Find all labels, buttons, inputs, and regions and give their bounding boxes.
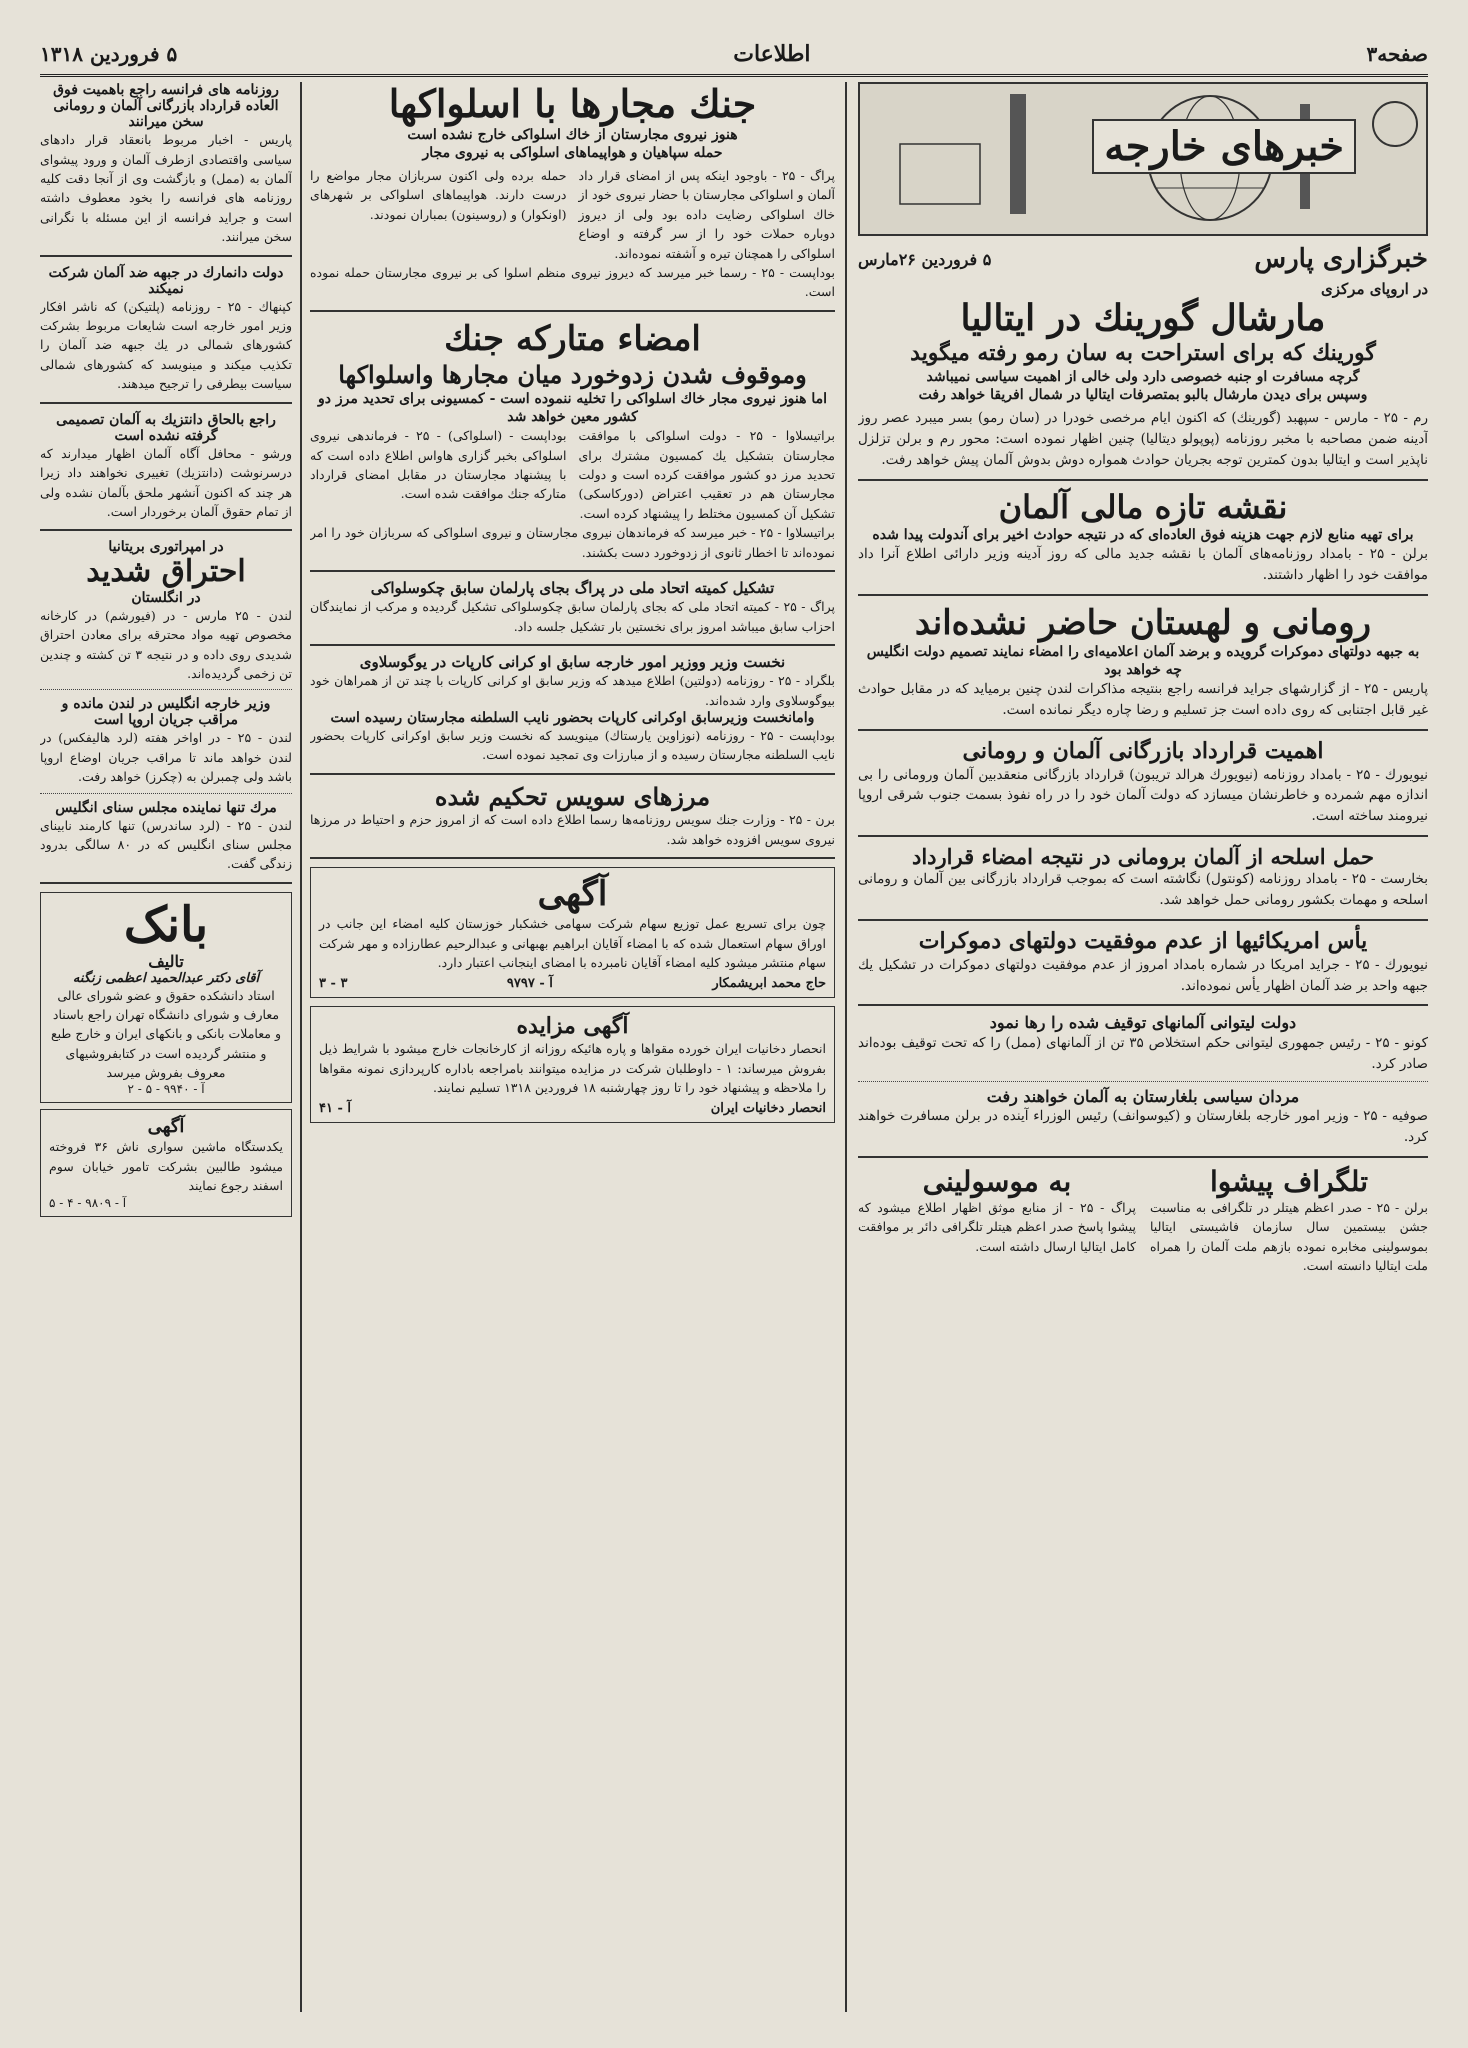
yugoslavia-body: بلگراد - ۲۵ - روزنامه (دولتین) اطلاع میدهد که وزیر سابق او کرانی کارپات با چند تن از همراهان خود بیوگوسلاوی وارد شده‌اند. [310, 673, 835, 708]
war-body: پراگ - ۲۵ - باوجود اینکه پس از امضای قرار داد آلمان و اسلواکی مجارستان با حضار نیروی خود از خاك اسلواکی رضایت داده بود ولی از دیروز دوباره حملات خود را از سر گرفته و اوضاع اسلواکی را همچنان تیره و آشفته نموده‌اند. [578, 168, 835, 261]
divider [858, 729, 1428, 731]
bank-word: بانک [123, 896, 209, 953]
trade-body: نیویورك - ۲۵ - بامداد روزنامه (نیویورك هرالد تریبون) قرارداد بازرگانی منعقدبین آلمان ورومانی را بی اندازه مهم شمرده و خاطرنشان میسازد که دولت آلمان خود را در راه نفوذ بسمت جنوب شرقی اروپا نیرومند ساخته است. [858, 766, 1428, 825]
us-headline: یأس امریکائیها از عدم موفقیت دولتهای دموکرات [918, 928, 1368, 955]
bulgaria-headline: مردان سیاسی بلغارستان به آلمان خواهند رفت [986, 1086, 1300, 1106]
notice-signature: حاج محمد ابریشمکار [712, 976, 826, 992]
ukraine-body: بوداپست - ۲۵ - روزنامه (نوزاوین یارستاك) مینویسد که نخست وزیر سابق اوکرانی کارپات بحضور نایب السلطنه مجارستان رسیده و از مبارزات وی تمجید نموده است. [310, 728, 835, 763]
divider [310, 773, 835, 775]
cable-body: برلن - ۲۵ - صدر اعظم هیتلر در تلگرافی به مناسبت جشن بیستمین سال سازمان فاشیستی ایتالیا بموسولینی مخابره نموده بازهم ملت آلمان را همراه ملت ایتالیا دانسته است. [1150, 1200, 1428, 1274]
death-body: لندن - ۲۵ - (لرد ساندرس) تنها کارمند نابینای مجلس سنای انگلیس که در ۸۰ سالگی بدرود زندگی گفت. [40, 817, 292, 872]
armistice-subhead-2: اما هنوز نیروی مجار خاك اسلواکی را تخلیه ننموده است - کمسیونی برای تحدید مرز دو کشور معین خواهد شد [317, 390, 828, 426]
divider [858, 1081, 1428, 1082]
bank-code: آ - ۹۹۴۰ - ۵ - ۲ [127, 1082, 205, 1097]
war-subhead-1: هنوز نیروی مجارستان از خاك اسلواکی خارج نشده است [407, 126, 738, 143]
romania-body: پاریس - ۲۵ - از گزارشهای جراید فرانسه راجع بنتیجه مذاکرات لندن چنین برمیاید که در مقابل حوادث غیر قابل اجتنابی که روی داده است جز تسلیم و رضا چاره دیگر نمانده است. [858, 681, 1428, 719]
divider [40, 529, 292, 531]
notice-body: چون برای تسریع عمل توزیع سهام شرکت سهامی خشکبار خوزستان کلیه امضاء این جانب در اوراق سهام استعمال شده که با امضاء آقایان ابراهیم بهبهانی و عبدالرحیم عطارزاده و مهر شرکت سهام منتشر میشود کلیه امضاء آقایان نامبرده با امضای اینجانب اعتبار دارد. [319, 916, 826, 970]
bank-author: آقای دکتر عبدالحمید اعظمی زنگنه [72, 970, 260, 986]
ukraine-headline: وامانخست وزیرسابق اوکرانی کارپات بحضور نایب السلطنه مجارستان رسیده است [330, 709, 815, 726]
car-ad-title: آگهی [147, 1116, 185, 1138]
divider [858, 479, 1428, 481]
fire-body: لندن - ۲۵ مارس - در (فیورشم) در کارخانه مخصوص تهیه مواد محترقه برای معادن احتراق شدیدی روی داده و در نتیجه ۳ تن کشته و چندین تن زخمی گردیده‌اند. [40, 607, 292, 681]
armistice-body: براتیسلاوا - ۲۵ - دولت اسلواکی با موافقت مجارستان بتشکیل یك کمسیون مشترك برای تحدید مرز دو کشور موافقت کرده است و دولت مجارستان هم در تعقیب اعتراض (دورکاسکی) تشکیل آن کمسیون مختلط را پیشنهاد کرده است. [578, 428, 835, 521]
agency-date: ۵ فروردین ۲۶مارس [858, 249, 992, 269]
budapest-dispatch: بوداپست - ۲۵ - رسما خبر میرسد که دیروز نیروی منظم اسلوا کی بر نیروی مجارستان حمله نموده است. [310, 264, 835, 300]
danzig-body: ورشو - محافل آگاه آلمان اظهار میدارند که درسرنوشت (دانتزیك) تغییری نخواهند داد زیرا هر چند که اکنون آنشهر ملحق بآلمان نشده ولی از تمام حقوق آلمان برخوردار است. [40, 445, 292, 519]
banner-title: خبرهای خارجه [1092, 119, 1356, 174]
death-headline: مرك تنها نماینده مجلس سنای انگلیس [55, 799, 277, 816]
british-empire-label: در امپراتوری بریتانیا [108, 539, 224, 556]
auction-body: انحصار دخانیات ایران خورده مقواها و پاره هائیکه روزانه از کارخانجات خارج میشود با شرایط ذیل بفروش میرساند: ۱ - داوطلبان شرکت در مزایده میتوانند بامراجعه باداره کارپردازی نمونه مقواها را ملاحظه و پیشنهاد خود را تا روز چهارشنبه ۱۸ فروردین ۱۳۱۸ تسلیم نمایند. [319, 1041, 827, 1096]
bank-description: استاد دانشکده حقوق و عضو شورای عالی معارف و شورای دانشگاه تهران راجع باسناد و معاملات بانکی و بانکهای ایران و خارج طبع و منتشر گردیده است در کتابفروشیهای معروف بفروش میرسد [51, 987, 281, 1081]
bank-book-ad [40, 892, 292, 1104]
swiss-body: برن - ۲۵ - وزارت جنك سویس روزنامه‌ها رسما اطلاع داده است که از امروز حزم و احتیاط در مرزها نیروی سویس افزوده خواهد شد. [310, 812, 835, 847]
car-ad-code: آ - ۹۸۰۹ - ۴ - ۵ [49, 1195, 127, 1210]
divider [40, 793, 292, 794]
divider [858, 919, 1428, 921]
divider [858, 1004, 1428, 1006]
bank-author-label: تالیف [148, 951, 184, 971]
left-column [40, 82, 292, 2032]
auction-notice [310, 1006, 835, 1123]
denmark-headline: دولت دانمارك در جبهه ضد آلمان شرکت نمیکند [48, 264, 284, 297]
page-date: ۵ فروردین ۱۳۱۸ [40, 42, 178, 66]
shares-notice [310, 867, 835, 998]
divider [310, 310, 835, 312]
notice-code-2: ۳ - ۳ [319, 976, 348, 992]
armistice-headline: امضاء متارکه جنك [444, 318, 701, 359]
divider [310, 570, 835, 572]
mussolini-headline: به موسولینی [922, 1164, 1072, 1198]
armistice-body-3: براتیسلاوا - ۲۵ - خبر میرسد که فرماندهان نیروی مجارستان و نیروی اسلواکی که سربازان خود را امر نموده‌اند تا اخطار ثانوی از زدوخورد دست بکشند. [310, 525, 835, 560]
goering-body: رم - ۲۵ - مارس - سپهبد (گورینك) كه اکنون ایام مرخصی خودرا در (سان رمو) بسر میبرد عصر روز آدینه ضمن مصاحبه با مخبر روزنامه (پوپولو دیتالیا) چنین اظهار نموده است: محور رم و برلن تزلزل ناپذیر است و ایتالیا بدون کمترین توجه بجریان حوادث همواره دوش بدوش آلمان پیش خواهد رفت. [858, 410, 1428, 469]
finance-subhead: برای تهیه منابع لازم جهت هزینه فوق العاده‌ای كه در نتیجه حوادث اخیر برای آندولت پیدا شده [872, 526, 1414, 543]
arms-body: بخارست - ۲۵ - بامداد روزنامه (کونتول) نگاشته است که بموجب قرارداد بازرگانی بین آلمان و رومانی اسلحه و مهمات بکشور رومانی حمل خواهد شد. [858, 871, 1428, 909]
divider [858, 594, 1428, 596]
column-rule-left [300, 82, 302, 2012]
war-body-2: حمله برده ولی اکنون سربازان مجار مواضع را درست دارند. هواپیماهای اسلواکی بر شهرهای (اونکوار) و (روسینون) بمباران نمودند. [310, 168, 567, 222]
divider [40, 255, 292, 257]
finance-headline: نقشه تازه مالی آلمان [998, 488, 1288, 527]
yugoslavia-headline: نخست وزیر ووزیر امور خارجه سابق او کرانی کارپات در یوگوسلاوی [359, 652, 786, 671]
france-body: پاریس - اخبار مربوط بانعقاد قرار دادهای سیاسی واقتصادی ازطرف آلمان و ورود پیشوای آلمان به (ممل) و بازگشت وی از آنجا دقت کلیه روزنامه های فرانسه را بخود معطوف داشته است و جراید فرانسه از این مسئله با نگرانی سخن میرانند. [40, 132, 292, 245]
car-ad-body: یکدستگاه ماشین سواری ناش ۳۶ فروخته میشود طالبین بشرکت تامور خیابان سوم اسفند رجوع نمایند [49, 1139, 283, 1194]
fire-headline: احتراق شدید [86, 554, 246, 590]
minister-body: لندن - ۲۵ - در اواخر هفته (لرد هالیفکس) در لندن خواهد ماند تا مراقب جریان اوضاع اروپا باشد ولی چمبرلن به (چکرز) خواهد رفت. [40, 730, 292, 785]
war-subhead-2: حمله سپاهیان و هواپیماهای اسلواکی به نیروی مجار [422, 144, 723, 161]
agency-name: خبرگزاری پارس [1254, 244, 1428, 274]
armistice-body-2: بوداپست - (اسلواکی) - ۲۵ - فرماندهی نیروی اسلواکی بخبر گزاری هاواس اطلاع داده است که با پیشنهاد مجارستان در مقابل امضای قرارداد متارکه جنك موافقت شده است. [310, 428, 567, 502]
czech-headline: تشکیل کمیته اتحاد ملی در پراگ بجای پارلمان سابق چکوسلواکی [370, 578, 775, 597]
auction-signature: انحصار دخانیات ایران [710, 1101, 826, 1117]
divider [40, 689, 292, 690]
divider [858, 835, 1428, 837]
goering-subhead-3: وسپس برای دیدن مارشال بالبو بمتصرفات ایتالیا در شمال افریقا خواهد رفت [918, 387, 1368, 404]
bulgaria-body: صوفیه - ۲۵ - وزیر امور خارجه بلغارستان و (کیوسوانف) رئیس الوزراء آینده در برلن مسافرت خواهند کرد. [858, 1108, 1428, 1145]
mussolini-body: پراگ - ۲۵ - از منابع موثق اظهار اطلاع میشود که پیشوا پاسخ صدر اعظم هیتلر تلگرافی دائر بر موافقت کامل ایتالیا ارسال داشته است. [858, 1200, 1136, 1254]
car-sale-ad [40, 1109, 292, 1216]
masthead [40, 34, 1428, 77]
notice-title: آگهی [537, 874, 608, 915]
page-label: صفحه۳ [1366, 42, 1428, 66]
swiss-headline: مرزهای سویس تحکیم شده [434, 781, 711, 811]
cable-headline: تلگراف پیشوا [1210, 1164, 1368, 1198]
divider [310, 857, 835, 859]
divider [310, 644, 835, 646]
minister-headline: وزیر خارجه انگلیس در لندن مانده و مراقب جریان اروپا است [61, 696, 271, 729]
romania-subhead: به جبهه دولتهای دموکرات گرویده و برضد آلمان اعلامیه‌ای را امضاء نمایند تصمیم دولت انگلیس چه خواهد بود [866, 644, 1420, 679]
paper-name: اطلاعات [733, 41, 811, 67]
notice-code: آ - ۹۷۹۷ [506, 976, 553, 992]
armistice-subhead-1: وموقوف شدن زدوخورد میان مجارها واسلواکها [338, 359, 807, 389]
arms-headline: حمل اسلحه از آلمان برومانی در نتیجه امضاء قرارداد [912, 844, 1374, 870]
romania-headline: رومانی و لهستان حاضر نشده‌اند [914, 602, 1372, 643]
lithuania-body: کونو - ۲۵ - رئیس جمهوری لیتوانی حکم استخلاص ۳۵ تن از آلمانهای (ممل) را که تحت توقیف بوده‌اند صادر کرد. [858, 1034, 1428, 1072]
divider [40, 882, 292, 884]
fire-kicker: در انگلستان [131, 589, 201, 606]
divider [40, 402, 292, 404]
goering-subhead-1: گورینك كه برای استراحت به سان رمو رفته میگوید [910, 340, 1376, 367]
divider [858, 1156, 1428, 1158]
france-headline: روزنامه های فرانسه راجع باهمیت فوق العاده قرارداد بازرگانی آلمان و رومانی سخن میرانند [53, 82, 279, 131]
denmark-body: کپنهاك - ۲۵ - روزنامه (پلتیکن) که ناشر افکار وزیر امور خارجه است شایعات مربوط بشرکت کشورهای شمالی در یك جبهه ضد آلمان را تکذیب میکند و مینویسد که کشورهای شمالی سیاست بیطرفی را ترجیح میدهند. [40, 298, 292, 392]
trade-headline: اهمیت قرارداد بازرگانی آلمان و رومانی [962, 738, 1324, 765]
column-rule-right [845, 82, 847, 2012]
war-headline: جنك مجارها با اسلواکها [388, 82, 757, 126]
right-column [858, 82, 1428, 2032]
danzig-headline: راجع بالحاق دانتزیك به آلمان تصمیمی گرفته نشده است [56, 411, 276, 444]
finance-body: برلن - ۲۵ - بامداد روزنامه‌های آلمان با نقشه جدید مالی كه روز آدینه وزیر دارائی اطلاع آنرا داد موافقت خود را اظهار داشتند. [858, 546, 1428, 584]
kicker: در اروپای مرکزی [1321, 280, 1428, 298]
auction-title: آگهی مزایده [516, 1013, 629, 1040]
us-body: نیویورك - ۲۵ - جراید امریکا در شماره بامداد امروز از عدم موفقیت دولتهای دموکرات در تشکیل یك جبهه واحد بر ضد آلمان اظهار یأس نموده‌اند. [858, 956, 1428, 994]
middle-column [310, 82, 835, 2032]
auction-code: آ - ۴۱ [319, 1101, 352, 1117]
goering-subhead-2: گرچه مسافرت او جنبه خصوصی دارد ولی خالی از اهمیت سیاسی نمیباشد [926, 368, 1360, 385]
foreign-news-banner [858, 82, 1428, 236]
czech-body: پراگ - ۲۵ - کمیته اتحاد ملی که بجای پارلمان سابق چکوسلواکی تشکیل گردیده و مرکب از نمایندگان احزاب سابق میباشد امروز برای نخستین بار تشکیل جلسه داد. [310, 599, 835, 634]
goering-headline: مارشال گورینك در ایتالیا [960, 297, 1326, 339]
lithuania-headline: دولت لیتوانی آلمانهای توقیف شده را رها نمود [989, 1013, 1297, 1033]
